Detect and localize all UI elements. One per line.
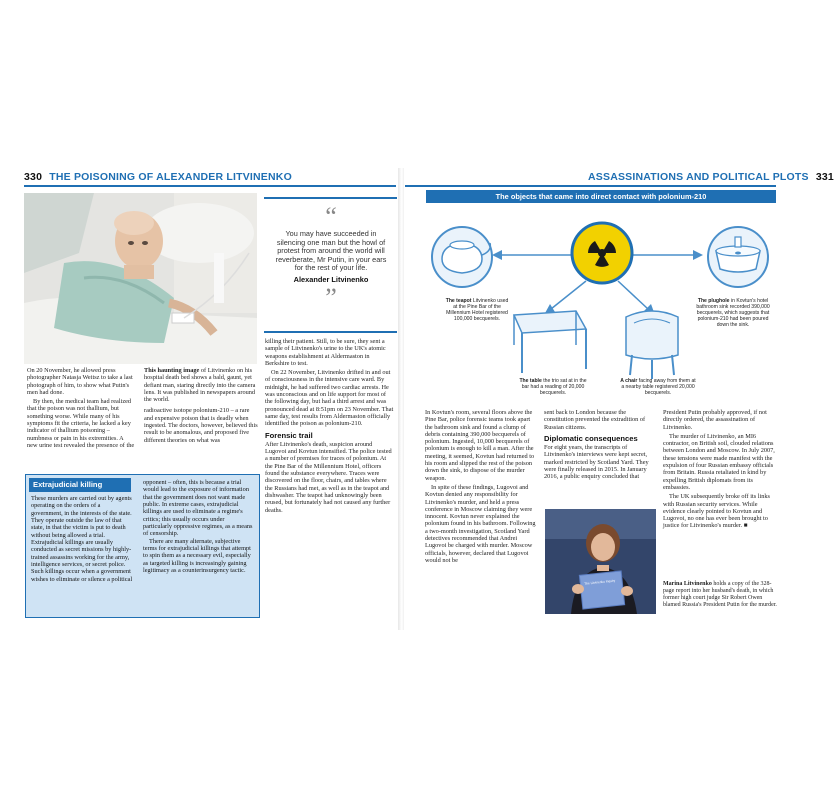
sink-icon	[708, 227, 768, 287]
left-column-3	[265, 338, 395, 516]
right-column-3	[663, 409, 776, 532]
diplomatic-heading: Diplomatic consequences	[544, 433, 638, 443]
table-caption	[517, 378, 589, 396]
colB-para-1: sent back to London because the constitution prevented the extradition of Russian citizens.	[544, 409, 646, 431]
col1-para-2: By then, the medical team had realized that the poison was not thallium, but something worse. While many of his symptoms fit the criteria, he lacked a key indicator of thallium poisoning – numbness or pain in his extremities. A new urine test revealed the presence of the	[27, 398, 135, 449]
extrajudicial-heading: Extrajudicial killing	[29, 478, 131, 492]
col2-para-1: radioactive isotope polonium-210 – a rare and expensive poison that is deadly when ingested. The doctors, however, believed this result to be anomalous, and proposed five different theories on what was	[144, 407, 258, 444]
right-header-rule	[405, 185, 776, 187]
forensic-heading: Forensic trail	[265, 430, 313, 440]
book-gutter	[398, 168, 404, 630]
teapot-caption-rest: Litvinenko used at the Pine Bar of the Millennium Hotel registered 100,000 becquerels.	[446, 298, 509, 323]
plughole-caption	[695, 298, 771, 328]
hospital-photo-illustration	[24, 193, 257, 364]
report-title: The Litvinenko Inquiry	[584, 578, 616, 586]
extrajudicial-box	[25, 474, 260, 618]
marina-photo	[545, 509, 656, 614]
left-header-rule	[24, 185, 396, 187]
chair-icon	[626, 311, 678, 379]
col1-para-1: On 20 November, he allowed press photographer Natasja Weitsz to take a last photograph of him, to show what Putin's men had done.	[27, 367, 133, 396]
hospital-photo	[24, 193, 257, 364]
marina-caption-lead: Marina Litvinenko	[663, 581, 712, 587]
left-column-2	[144, 367, 258, 446]
quote-open-icon: “	[325, 202, 337, 231]
left-page-number: 330	[24, 171, 43, 183]
photo-caption-rest: of Litvinenko on his hospital death bed shows a bald, gaunt, yet defiant man, staring directly into the camera lens. It was published in newspapers around the world.	[144, 367, 256, 404]
table-caption-lead: The table	[519, 378, 542, 384]
chair-caption	[619, 378, 697, 396]
right-running-head	[588, 171, 834, 183]
colC-para-2: The murder of Litvinenko, an MI6 contractor, on British soil, clouded relations between London and Moscow. In July 2007, these tensions were made manifest with the expulsion of four Russian embassy officials from Britain. Russia retaliated in kind by expelling British diplomats from its embassies.	[663, 432, 775, 491]
marina-caption-rest: holds a copy of the 328-page report into her husband's death, in which former high court judge Sir Robert Owen blamed Russia's President Putin for the murder.	[663, 581, 777, 608]
left-column-1	[27, 367, 135, 451]
right-page-number: 331	[815, 171, 834, 183]
teapot-icon	[432, 227, 492, 287]
quote-close-icon: ”	[325, 282, 337, 312]
plughole-caption-lead: The plughole	[697, 298, 730, 304]
marina-caption	[663, 581, 777, 609]
col3-para-2: On 22 November, Litvinenko drifted in and out of consciousness in the intensive care ward. By midnight, he had suffered two cardiac arrests. He was unconscious and on life support for most of the following day, but had a third arrest and was pronounced dead at 8:51pm on 23 November. That same day, test results from Aldermaston officially identified the poison as polonium-210.	[265, 369, 394, 428]
left-running-title: THE POISONING OF ALEXANDER LITVINENKO	[49, 171, 292, 183]
right-column-1	[425, 409, 537, 566]
left-running-head	[24, 171, 292, 183]
col3-para-1: killing their patient. Still, to be sure, they sent a sample of Litvinenko's urine to the UK's atomic weapons establishment at Aldermaston in Berkshire to test.	[265, 338, 386, 367]
quote-bottom-rule	[264, 331, 397, 333]
box-right-text	[143, 479, 254, 574]
photo-caption-lead: This haunting image	[144, 367, 200, 374]
quote-attribution: Alexander Litvinenko	[293, 274, 369, 284]
colA-para-1: In Kovtun's room, several floors above the Pine Bar, police forensic teams took apart the bathroom sink and found a clump of debris containing 390,000 becquerels of polonium. Ingested, 10,000 becquerels of polonium is enough to kill a man. After the meeting, it seemed, Kovtun had returned to his room and slipped the rest of the poison down the sink, to dispose of the murder weapon.	[425, 409, 535, 482]
quote-text: You may have succeeded in silencing one man but the howl of protest from around the world will reverberate, Mr Putin, in your ears for the rest of your life.	[275, 229, 387, 273]
box-left-text: These murders are carried out by agents operating on the orders of a government, in the interests of the state. They operate outside the law of that state, in that the victim is put to death without being allowed a trial. Extrajudicial killings are usually conducted as secret missions by highly-trained assassins working for the army, intelligence services, or secret police. Such killings occur when a government wishes to eliminate or silence a political	[31, 495, 133, 583]
quote-top-rule	[264, 197, 397, 199]
right-column-2	[544, 409, 657, 483]
colA-para-2: In spite of these findings, Lugovoi and Kovtun denied any responsibility for Litvinenko's murder, and held a press conference in Moscow claiming they were innocent. Kovtun never explained the polonium found in his bathroom. Following a two-month investigation, Scotland Yard detectives recommended that Andrei Lugovoi be charged with murder. Moscow officials, however, declared that Lugovoi would not be	[425, 483, 536, 564]
teapot-caption	[444, 298, 510, 322]
photo-caption	[144, 367, 258, 403]
table-caption-rest: the trio sat at in the bar had a reading of 20,000 becquerels.	[521, 378, 587, 397]
radiation-icon	[572, 223, 632, 283]
table-icon	[514, 311, 586, 373]
forensic-text: After Litvinenko's death, suspicion around Lugovoi and Kovtun intensified. The police tested a number of premises for traces of polonium. At the Pine Bar of the Millennium Hotel, officers found the substance everywhere. Traces were discovered on the floor, chairs, and tables where the Russians had met, as well as in the teapot and dishwasher. The teapot had unknowingly been reused, but fortunately had not caused any further deaths.	[265, 440, 392, 514]
diagram-banner: The objects that came into direct contact with polonium-210	[426, 190, 776, 203]
right-running-title: ASSASSINATIONS AND POLITICAL PLOTS	[588, 171, 809, 183]
box-right-para-2: There are many alternate, subjective terms for extrajudicial killings that attempt to spin them as a necessary evil, especially as targeted killing is increasingly gaining legitimacy as a counterinsurgency tactic.	[143, 537, 251, 575]
colC-para-1: President Putin probably approved, if not directly ordered, the assassination of Litvinenko.	[663, 409, 767, 431]
teapot-caption-lead: The teapot	[445, 298, 472, 304]
colC-para-3: The UK subsequently broke off its links with Russian security services. While evidence clearly pointed to Kovtun and Lugovoi, no one has ever been brought to justice for Litvinenko's murder. ■	[663, 493, 770, 530]
pull-quote	[265, 202, 397, 312]
box-right-para-1: opponent – often, this is because a trial would lead to the exposure of information that the government does not want made public. In extreme cases, extrajudicial killings are used to eliminate a regime's critics; this usually occurs under particularly oppressive regimes, as a means of censorship.	[143, 479, 253, 538]
marina-photo-illustration	[545, 509, 656, 614]
diplomatic-text: For eight years, the transcripts of Litvinenko's interviews were kept secret, marked restricted by Scotland Yard. They were finally released in 2015. In January 2016, a public enquiry concluded that	[544, 444, 649, 481]
chair-caption-rest: facing away from them at a nearby table registered 20,000 becquerels.	[621, 378, 696, 397]
plughole-caption-rest: in Kovtun's hotel bathroom sink recorded 390,000 becquerels, which suggests that polonium-210 had been poured down the sink.	[696, 298, 770, 329]
chair-caption-lead: A chair	[620, 378, 638, 384]
